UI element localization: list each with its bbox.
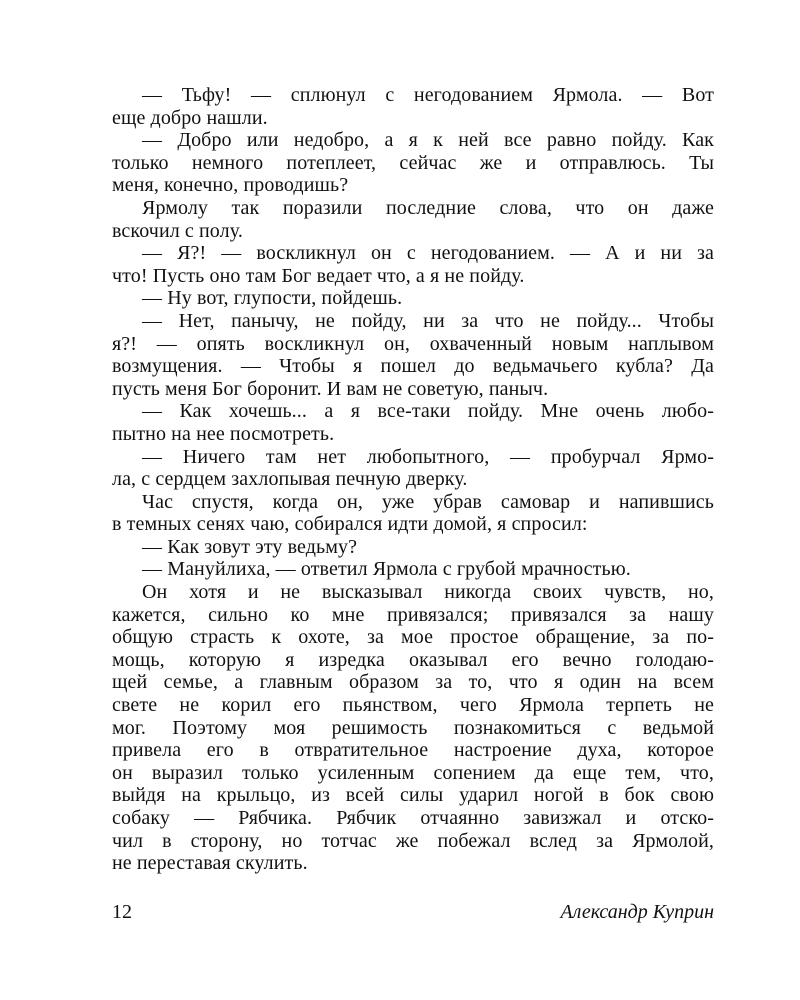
text-line: кажется, сильно ко мне привязался; привязался за нашу — [112, 603, 714, 626]
text-line: пытно на нее посмотреть. — [112, 422, 335, 445]
running-footer-author: Александр Куприн — [560, 901, 714, 923]
text-line: мог. Поэтому моя решимость познакомиться с ведьмой — [112, 716, 714, 739]
text-line: — Мануйлиха, — ответил Ярмола с грубой мрачностью. — [142, 558, 631, 581]
text-line: еще добро нашли. — [112, 106, 268, 129]
text-line: — Ничего там нет любопытного, — пробурчал Ярмо- — [142, 445, 714, 468]
text-line: щей семье, а главным образом за то, что я один на всем — [112, 671, 714, 694]
text-line: привела его в отвратительное настроение духа, которое — [112, 739, 714, 762]
text-line: только немного потеплеет, сейчас же и отправлюсь. Ты — [112, 151, 714, 174]
text-line: вскочил с полу. — [112, 219, 243, 242]
text-line: чил в сторону, но тотчас же побежал вслед за Ярмолой, — [112, 829, 714, 852]
text-line: — Тьфу! — сплюнул с негодованием Ярмола. — Вот — [142, 84, 714, 106]
text-line: — Как зовут эту ведьму? — [142, 535, 358, 558]
text-line: общую страсть к охоте, за мое простое обращение, за по- — [112, 626, 714, 649]
text-line: пусть меня Бог боронит. И вам не советую, паныч. — [112, 377, 549, 400]
text-line: свете не корил его пьянством, чего Ярмола терпеть не — [112, 694, 714, 717]
text-line: меня, конечно, проводишь? — [112, 174, 349, 197]
page-number: 12 — [112, 901, 132, 923]
page-body — [112, 84, 714, 875]
text-line: ла, с сердцем захлопывая печную дверку. — [112, 468, 468, 491]
text-line: — Добро или недобро, а я к ней все равно пойду. Как — [142, 129, 714, 152]
text-line: возмущения. — Чтобы я пошел до ведьмачьего кубла? Да — [112, 355, 714, 378]
text-line: — Нет, панычу, не пойду, ни за что не пойду... Чтобы — [142, 309, 714, 332]
text-line: — Я?! — воскликнул он с негодованием. — А и ни за — [142, 242, 714, 265]
text-line: — Как хочешь... а я все-таки пойду. Мне очень любо- — [142, 400, 714, 423]
text-line: я?! — опять воскликнул он, охваченный новым наплывом — [112, 332, 714, 355]
text-line: Он хотя и не высказывал никогда своих чувств, но, — [142, 581, 714, 604]
text-line: Ярмолу так поразили последние слова, что он даже — [142, 196, 714, 219]
text-line: в темных сенях чаю, собирался идти домой, я спросил: — [112, 513, 588, 536]
text-line: — Ну вот, глупости, пойдешь. — [142, 287, 403, 310]
text-line: мощь, которую я изредка оказывал его вечно голодаю- — [112, 648, 714, 671]
text-line: он выразил только усиленным сопением да еще тем, что, — [112, 761, 714, 784]
page-footer — [112, 899, 714, 925]
text-line: выйдя на крыльцо, из всей силы ударил ногой в бок свою — [112, 784, 714, 807]
text-line: собаку — Рябчика. Рябчик отчаянно завизжал и отско- — [112, 807, 714, 829]
text-line: не переставая скулить. — [112, 852, 308, 875]
text-line: Час спустя, когда он, уже убрав самовар и напившись — [142, 490, 714, 513]
text-line: что! Пусть оно там Бог ведает что, а я не пойду. — [112, 264, 525, 287]
